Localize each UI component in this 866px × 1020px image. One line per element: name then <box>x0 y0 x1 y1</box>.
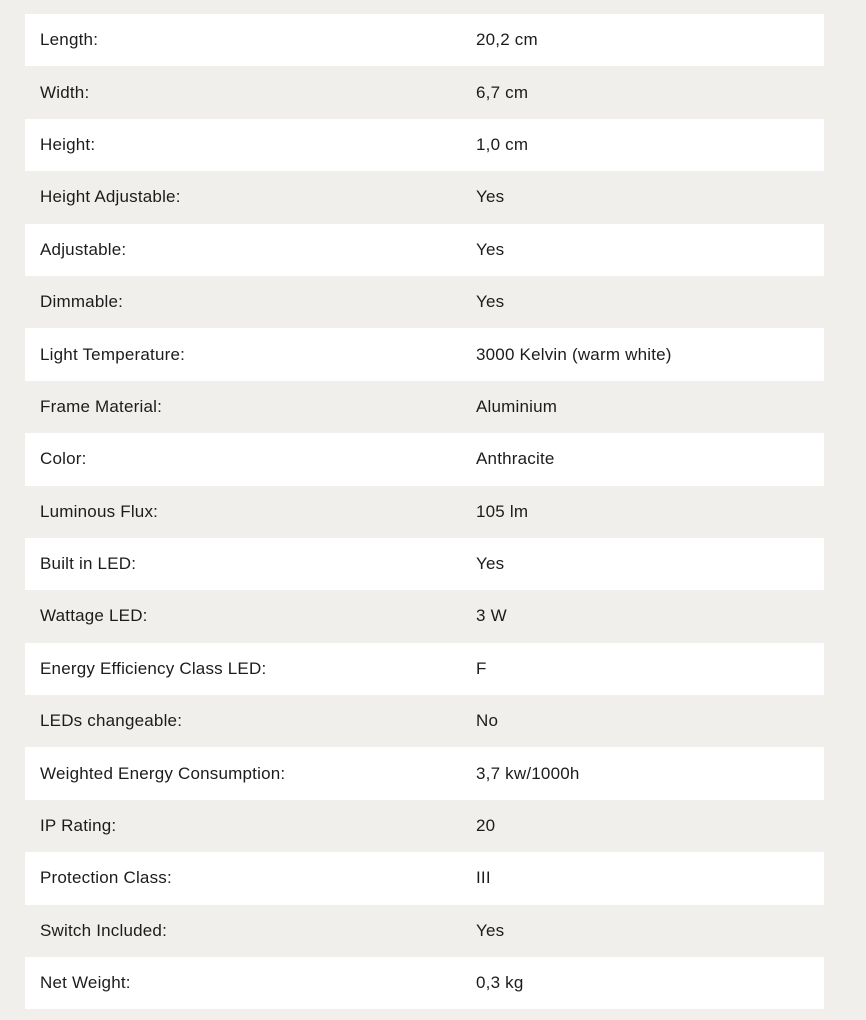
spec-label: Color: <box>40 449 87 469</box>
spec-value: F <box>476 658 487 678</box>
spec-label: Adjustable: <box>40 239 127 259</box>
spec-row-dimmable <box>25 276 824 328</box>
spec-label: Built in LED: <box>40 554 137 574</box>
spec-value: 0,3 kg <box>476 973 524 993</box>
spec-label: IP Rating: <box>40 816 117 836</box>
spec-value: Yes <box>476 239 505 259</box>
spec-value: 20,2 cm <box>476 30 538 50</box>
spec-label: Height: <box>40 134 96 154</box>
spec-value: 1,0 cm <box>476 134 529 154</box>
spec-label: Protection Class: <box>40 868 172 888</box>
spec-label: Luminous Flux: <box>40 501 159 521</box>
spec-label: LEDs changeable: <box>40 711 183 731</box>
spec-row-switch-included <box>25 905 824 957</box>
spec-row-net-weight <box>25 957 824 1009</box>
spec-label: Height Adjustable: <box>40 187 181 207</box>
spec-row-luminous-flux <box>25 486 824 538</box>
spec-row-width <box>25 66 824 118</box>
spec-label: Wattage LED: <box>40 606 148 626</box>
spec-row-wattage-led <box>25 590 824 642</box>
spec-value: Yes <box>476 187 505 207</box>
spec-row-energy-efficiency-class <box>25 643 824 695</box>
spec-label: Length: <box>40 30 99 50</box>
spec-value: 3000 Kelvin (warm white) <box>476 344 672 364</box>
spec-label: Weighted Energy Consumption: <box>40 763 286 783</box>
spec-value: 3,7 kw/1000h <box>476 763 580 783</box>
spec-row-leds-changeable <box>25 695 824 747</box>
spec-row-height <box>25 119 824 171</box>
spec-label: Energy Efficiency Class LED: <box>40 658 267 678</box>
spec-value: Aluminium <box>476 396 558 416</box>
spec-row-color <box>25 433 824 485</box>
spec-value: 20 <box>476 816 496 836</box>
spec-label: Switch Included: <box>40 920 167 940</box>
spec-value: 6,7 cm <box>476 82 529 102</box>
spec-row-weighted-energy-consumption <box>25 747 824 799</box>
spec-table <box>25 14 824 1009</box>
spec-value: Anthracite <box>476 449 555 469</box>
spec-row-adjustable <box>25 224 824 276</box>
spec-label: Dimmable: <box>40 292 124 312</box>
spec-row-frame-material <box>25 381 824 433</box>
spec-row-protection-class <box>25 852 824 904</box>
spec-label: Frame Material: <box>40 396 163 416</box>
spec-value: 3 W <box>476 606 507 626</box>
spec-value: No <box>476 711 499 731</box>
spec-row-built-in-led <box>25 538 824 590</box>
spec-row-length <box>25 14 824 66</box>
spec-label: Net Weight: <box>40 973 131 993</box>
spec-row-height-adjustable <box>25 171 824 223</box>
spec-label: Light Temperature: <box>40 344 186 364</box>
spec-value: Yes <box>476 920 505 940</box>
spec-value: 105 lm <box>476 501 529 521</box>
spec-value: Yes <box>476 554 505 574</box>
spec-value: Yes <box>476 292 505 312</box>
spec-row-ip-rating <box>25 800 824 852</box>
spec-label: Width: <box>40 82 90 102</box>
spec-row-light-temperature <box>25 328 824 380</box>
spec-value: III <box>476 868 491 888</box>
